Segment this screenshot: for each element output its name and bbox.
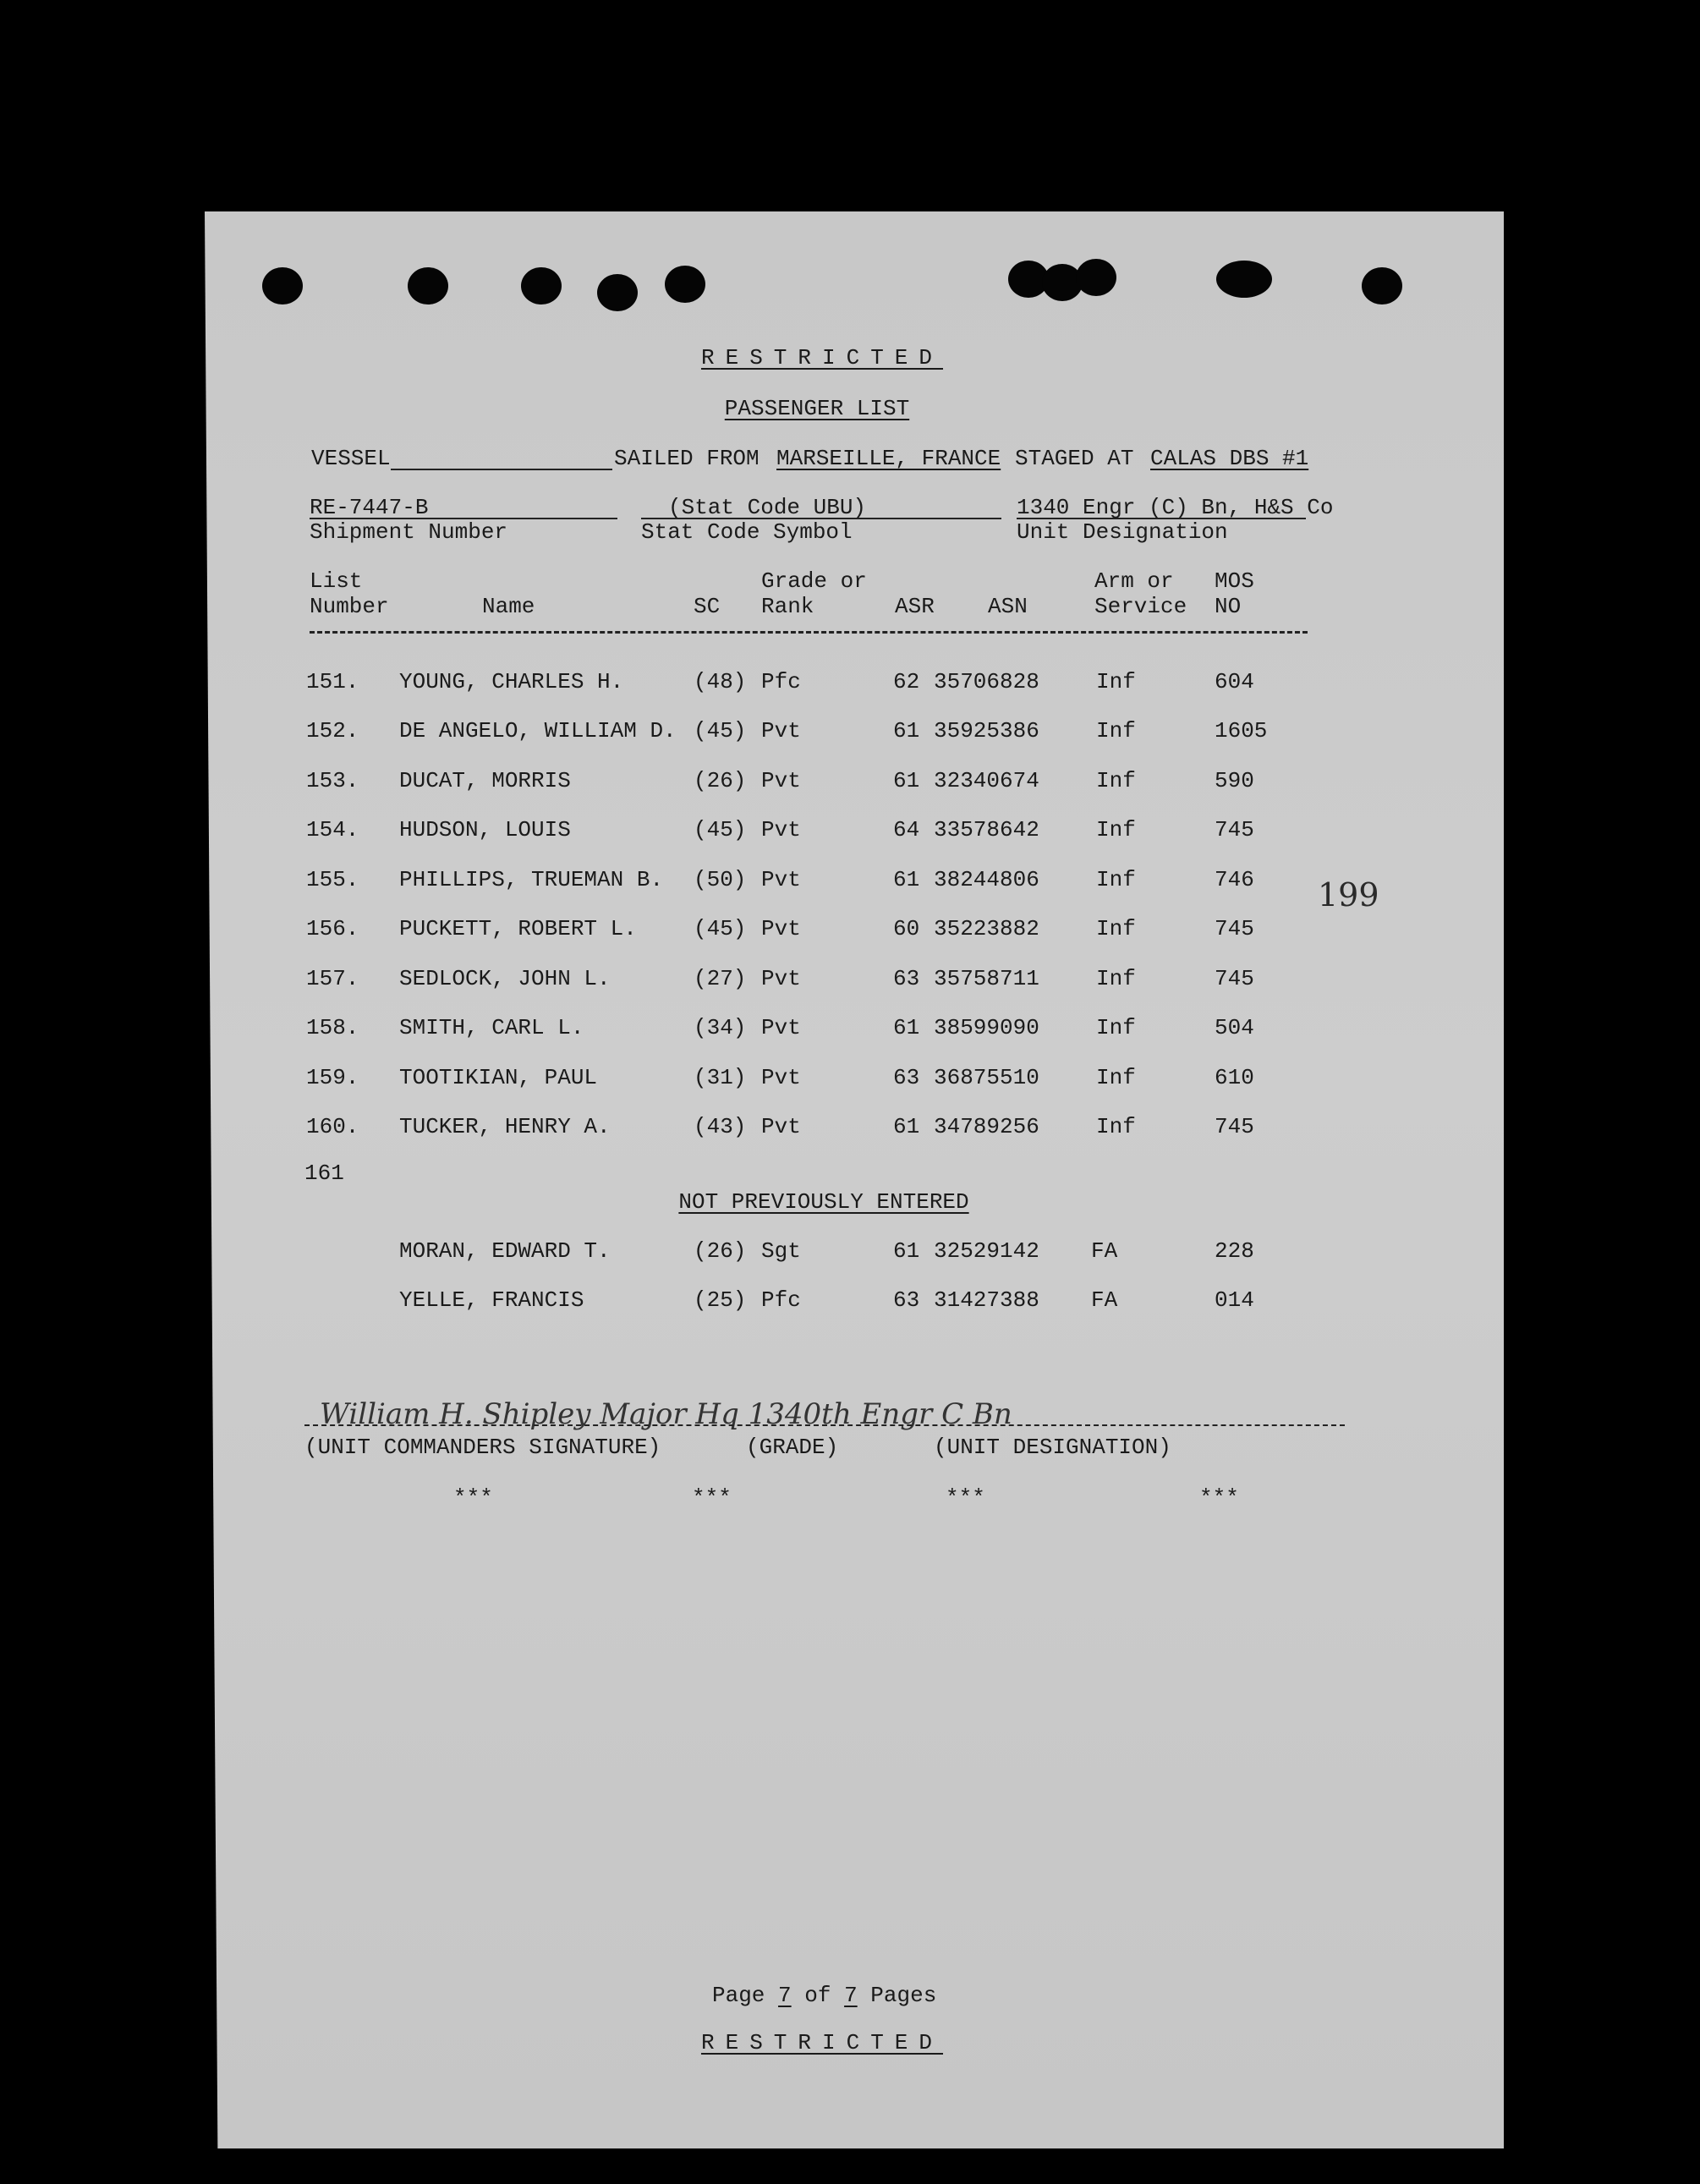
row-sc: (45) — [694, 718, 747, 744]
row-arm: Inf — [1096, 916, 1136, 941]
row-name: SEDLOCK, JOHN L. — [399, 966, 611, 991]
row-number: 158. — [306, 1015, 359, 1040]
row-number: 160. — [306, 1114, 359, 1139]
row-asn: 35223882 — [934, 916, 1039, 941]
unit-designation-label: Unit Designation — [1017, 519, 1228, 545]
row-mos: 1605 — [1215, 718, 1268, 744]
row-asr: 64 — [893, 817, 920, 842]
stat-code-label: Stat Code Symbol — [641, 519, 853, 545]
restricted-bottom-heading: RESTRICTED — [700, 2030, 944, 2055]
row-name: PHILLIPS, TRUEMAN B. — [399, 867, 664, 892]
row-mos: 745 — [1215, 916, 1254, 941]
row-name: SMITH, CARL L. — [399, 1015, 584, 1040]
row-number: 157. — [306, 966, 359, 991]
row-mos: 014 — [1215, 1287, 1254, 1313]
row-asr: 61 — [893, 768, 920, 793]
row-grade: Pvt — [761, 817, 801, 842]
row-number: 151. — [306, 669, 359, 694]
row-arm: Inf — [1096, 1015, 1136, 1040]
row-mos: 746 — [1215, 867, 1254, 892]
row-arm: Inf — [1096, 966, 1136, 991]
row-sc: (48) — [694, 669, 747, 694]
row-name: HUDSON, LOUIS — [399, 817, 571, 842]
col-asn: ASN — [988, 594, 1028, 619]
col-list-number-1: List — [310, 568, 363, 594]
row-sc: (50) — [694, 867, 747, 892]
row-sc: (25) — [694, 1287, 747, 1313]
vessel-blank-line — [391, 469, 612, 470]
col-arm-1: Arm or — [1094, 568, 1174, 594]
row-grade: Pvt — [761, 1015, 801, 1040]
table-row — [0, 718, 1700, 747]
row-grade: Pvt — [761, 768, 801, 793]
unit-designation-signature-label: (UNIT DESIGNATION) — [934, 1435, 1171, 1460]
row-asn: 31427388 — [934, 1287, 1039, 1313]
row-arm: Inf — [1096, 718, 1136, 744]
col-arm-2: Service — [1094, 594, 1187, 619]
row-asr: 61 — [893, 867, 920, 892]
table-row — [0, 916, 1700, 945]
punch-hole — [665, 266, 705, 303]
sailed-from-label: SAILED FROM — [614, 446, 760, 471]
staged-at-value: CALAS DBS #1 — [1150, 446, 1309, 471]
table-row — [0, 867, 1700, 896]
table-row — [0, 1287, 1700, 1316]
row-grade: Pvt — [761, 1065, 801, 1090]
header-dashed-rule — [310, 631, 1308, 634]
row-asr: 61 — [893, 1114, 920, 1139]
vessel-label: VESSEL — [311, 446, 391, 471]
row-asn: 32529142 — [934, 1238, 1039, 1264]
row-asn: 34789256 — [934, 1114, 1039, 1139]
row-sc: (43) — [694, 1114, 747, 1139]
signature-dashed-line — [304, 1424, 1345, 1426]
row-mos: 745 — [1215, 1114, 1254, 1139]
row-arm: Inf — [1096, 867, 1136, 892]
row-mos: 745 — [1215, 817, 1254, 842]
extra-list-number: 161 — [304, 1161, 344, 1186]
row-grade: Pvt — [761, 867, 801, 892]
row-arm: Inf — [1096, 669, 1136, 694]
row-asr: 63 — [893, 1287, 920, 1313]
punch-hole — [1076, 259, 1116, 296]
row-asn: 35925386 — [934, 718, 1039, 744]
page-suffix: Pages — [870, 1983, 937, 2008]
row-asr: 61 — [893, 718, 920, 744]
col-asr: ASR — [895, 594, 935, 619]
row-mos: 590 — [1215, 768, 1254, 793]
row-asr: 61 — [893, 1015, 920, 1040]
row-grade: Pvt — [761, 966, 801, 991]
punch-hole — [521, 267, 562, 305]
row-number: 159. — [306, 1065, 359, 1090]
page-footer — [712, 1983, 936, 2008]
row-grade: Pfc — [761, 669, 801, 694]
table-row — [0, 1238, 1700, 1267]
table-row — [0, 817, 1700, 846]
row-mos: 228 — [1215, 1238, 1254, 1264]
sailed-from-value: MARSEILLE, FRANCE — [776, 446, 1001, 471]
row-arm: FA — [1091, 1287, 1118, 1313]
row-mos: 504 — [1215, 1015, 1254, 1040]
row-sc: (27) — [694, 966, 747, 991]
grade-label: (GRADE) — [746, 1435, 839, 1460]
col-grade-2: Rank — [761, 594, 814, 619]
row-name: TUCKER, HENRY A. — [399, 1114, 611, 1139]
unit-designation-value: 1340 Engr (C) Bn, H&S Co — [1017, 495, 1334, 520]
table-row — [0, 1065, 1700, 1094]
row-arm: Inf — [1096, 817, 1136, 842]
document-title: PASSENGER LIST — [724, 396, 910, 421]
row-sc: (34) — [694, 1015, 747, 1040]
row-number: 152. — [306, 718, 359, 744]
punch-hole — [1216, 261, 1272, 298]
row-asn: 38599090 — [934, 1015, 1039, 1040]
table-row — [0, 768, 1700, 797]
stat-code-value: (Stat Code UBU) — [668, 495, 867, 520]
asterisks: *** — [946, 1485, 985, 1511]
table-row — [0, 669, 1700, 698]
row-number: 154. — [306, 817, 359, 842]
row-asn: 38244806 — [934, 867, 1039, 892]
row-asn: 32340674 — [934, 768, 1039, 793]
page-total: 7 — [844, 1983, 858, 2008]
punch-hole — [597, 274, 638, 311]
row-asn: 35706828 — [934, 669, 1039, 694]
row-grade: Pvt — [761, 718, 801, 744]
commander-signature-label: (UNIT COMMANDERS SIGNATURE) — [304, 1435, 661, 1460]
col-name: Name — [482, 594, 535, 619]
row-arm: Inf — [1096, 1114, 1136, 1139]
row-asn: 35758711 — [934, 966, 1039, 991]
row-grade: Pvt — [761, 916, 801, 941]
row-name: PUCKETT, ROBERT L. — [399, 916, 637, 941]
asterisks: *** — [1199, 1485, 1239, 1511]
page-of: of — [804, 1983, 831, 2008]
row-grade: Pvt — [761, 1114, 801, 1139]
row-asr: 63 — [893, 1065, 920, 1090]
restricted-top-heading: RESTRICTED — [700, 345, 944, 370]
page-number: 7 — [778, 1983, 792, 2008]
not-previously-entered-heading: NOT PREVIOUSLY ENTERED — [678, 1189, 969, 1215]
col-list-number-2: Number — [310, 594, 389, 619]
row-sc: (45) — [694, 916, 747, 941]
table-row — [0, 966, 1700, 995]
col-mos-2: NO — [1215, 594, 1242, 619]
col-grade-1: Grade or — [761, 568, 867, 594]
punch-hole — [262, 267, 303, 305]
table-row — [0, 1114, 1700, 1143]
row-mos: 745 — [1215, 966, 1254, 991]
row-name: DE ANGELO, WILLIAM D. — [399, 718, 677, 744]
row-sc: (45) — [694, 817, 747, 842]
punch-hole — [408, 267, 448, 305]
row-arm: Inf — [1096, 1065, 1136, 1090]
row-name: DUCAT, MORRIS — [399, 768, 571, 793]
row-asr: 60 — [893, 916, 920, 941]
asterisks: *** — [692, 1485, 732, 1511]
row-sc: (31) — [694, 1065, 747, 1090]
row-name: MORAN, EDWARD T. — [399, 1238, 611, 1264]
row-mos: 610 — [1215, 1065, 1254, 1090]
stamped-page-number: 199 — [1318, 876, 1379, 914]
row-name: TOOTIKIAN, PAUL — [399, 1065, 598, 1090]
shipment-number-value: RE-7447-B — [310, 495, 429, 520]
col-mos-1: MOS — [1215, 568, 1254, 594]
punch-hole — [1362, 267, 1402, 305]
table-row — [0, 1015, 1700, 1044]
row-number: 156. — [306, 916, 359, 941]
row-number: 153. — [306, 768, 359, 793]
handwritten-signature: William H. Shipley Major Hq 1340th Engr C Bn — [320, 1397, 1012, 1431]
row-mos: 604 — [1215, 669, 1254, 694]
row-sc: (26) — [694, 1238, 747, 1264]
row-asn: 36875510 — [934, 1065, 1039, 1090]
row-name: YELLE, FRANCIS — [399, 1287, 584, 1313]
col-sc: SC — [694, 594, 721, 619]
row-asr: 63 — [893, 966, 920, 991]
row-asr: 61 — [893, 1238, 920, 1264]
page-prefix: Page — [712, 1983, 765, 2008]
asterisks: *** — [453, 1485, 493, 1511]
row-grade: Pfc — [761, 1287, 801, 1313]
row-arm: Inf — [1096, 768, 1136, 793]
shipment-number-label: Shipment Number — [310, 519, 508, 545]
row-asr: 62 — [893, 669, 920, 694]
row-grade: Sgt — [761, 1238, 801, 1264]
row-number: 155. — [306, 867, 359, 892]
staged-at-label: STAGED AT — [1015, 446, 1134, 471]
row-asn: 33578642 — [934, 817, 1039, 842]
row-name: YOUNG, CHARLES H. — [399, 669, 624, 694]
row-sc: (26) — [694, 768, 747, 793]
row-arm: FA — [1091, 1238, 1118, 1264]
